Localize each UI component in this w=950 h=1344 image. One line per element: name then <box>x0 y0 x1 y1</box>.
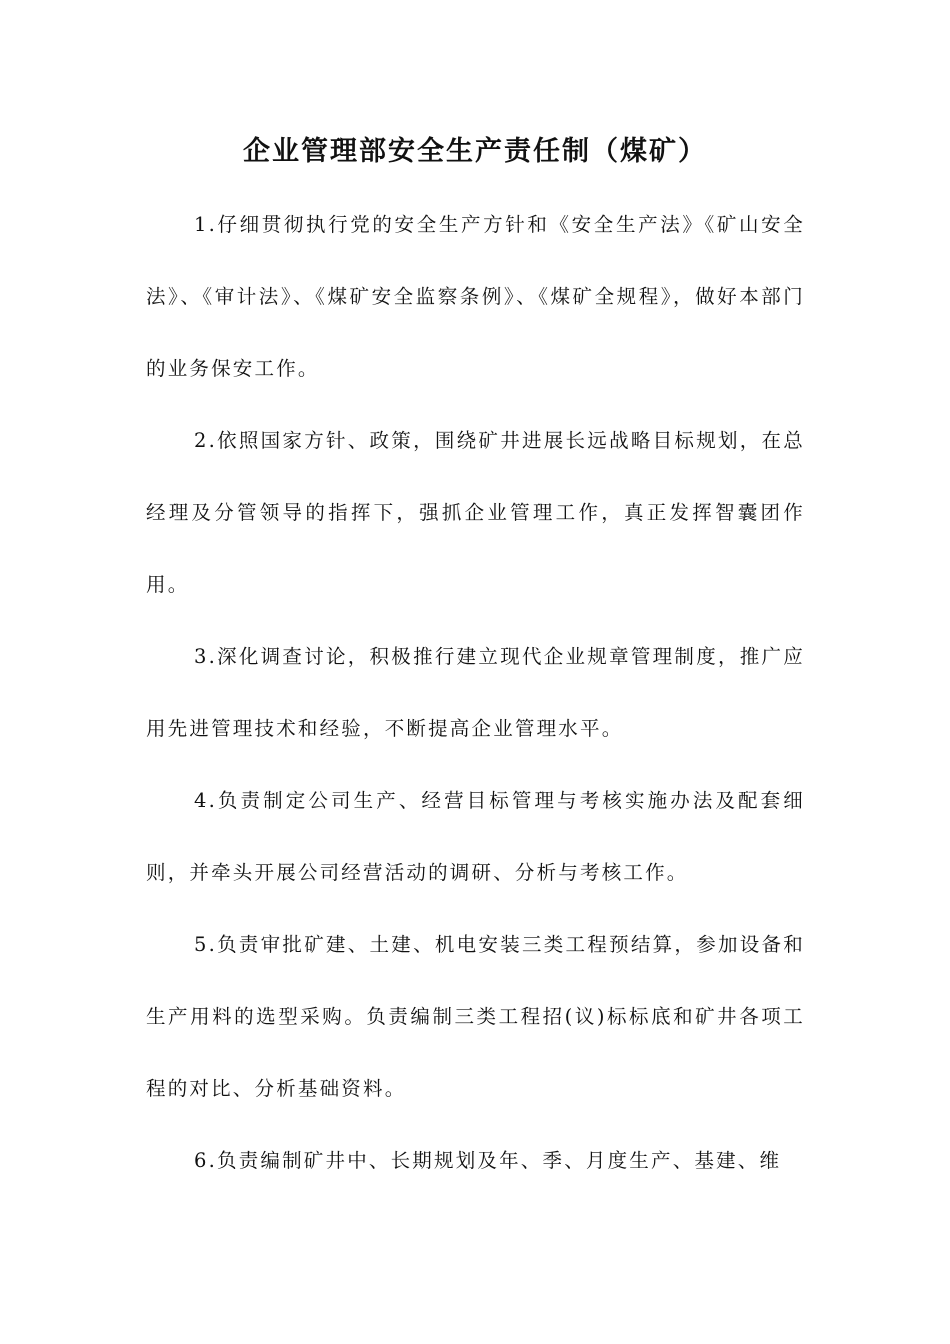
document-body <box>146 189 805 1197</box>
document-title: 企业管理部安全生产责任制（煤矿） <box>243 136 707 167</box>
paragraph-5: 5.负责审批矿建、土建、机电安装三类工程预结算，参加设备和生产用料的选型采购。负责编制三类工程招(议)标标底和矿井各项工程的对比、分析基础资料。 <box>146 933 805 1100</box>
paragraph-1: 1.仔细贯彻执行党的安全生产方针和《安全生产法》《矿山安全法》、《审计法》、《煤矿安全监察条例》、《煤矿全规程》，做好本部门的业务保安工作。 <box>146 213 805 380</box>
paragraph-3: 3.深化调查讨论，积极推行建立现代企业规章管理制度，推广应用先进管理技术和经验，不断提高企业管理水平。 <box>146 645 805 740</box>
paragraph-2: 2.依照国家方针、政策，围绕矿井进展长远战略目标规划，在总经理及分管领导的指挥下，强抓企业管理工作，真正发挥智囊团作用。 <box>146 429 805 596</box>
paragraph-6: 6.负责编制矿井中、长期规划及年、季、月度生产、基建、维 <box>194 1149 782 1172</box>
paragraph-4: 4.负责制定公司生产、经营目标管理与考核实施办法及配套细则，并牵头开展公司经营活动的调研、分析与考核工作。 <box>146 789 805 884</box>
